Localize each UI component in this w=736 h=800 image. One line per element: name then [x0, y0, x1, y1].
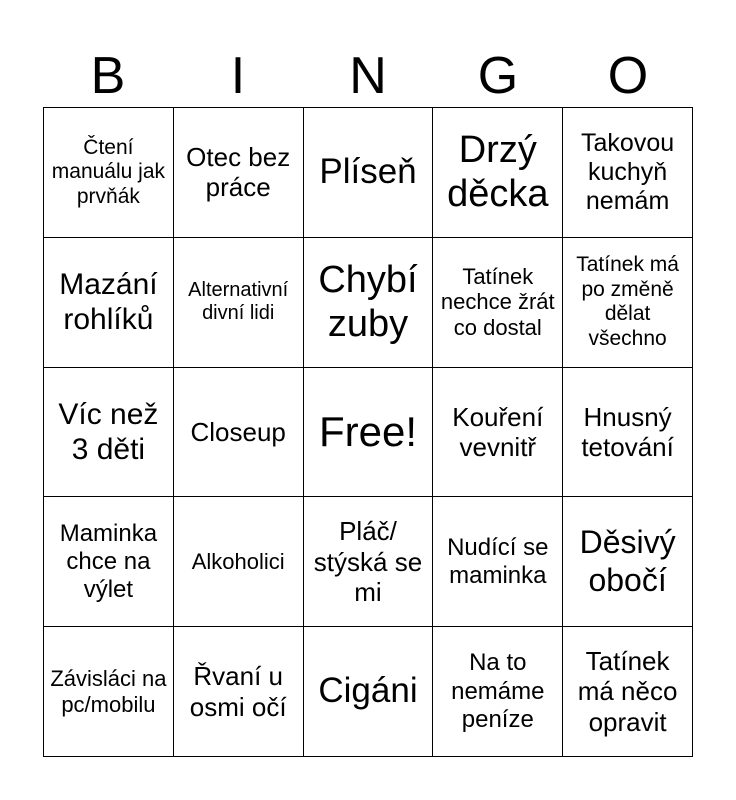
bingo-cell[interactable]: Mazání rohlíků	[44, 238, 174, 368]
header-letter-n: N	[349, 47, 387, 105]
bingo-cell[interactable]: Cigáni	[304, 627, 434, 757]
bingo-header	[43, 45, 693, 107]
bingo-cell[interactable]: Alternativní divní lidi	[174, 238, 304, 368]
bingo-cell[interactable]: Pláč/ stýská se mi	[304, 497, 434, 627]
bingo-cell[interactable]: Alkoholici	[174, 497, 304, 627]
bingo-cell[interactable]: Maminka chce na výlet	[44, 497, 174, 627]
header-letter-i: I	[230, 47, 246, 105]
bingo-cell[interactable]: Tatínek má po změně dělat všechno	[563, 238, 693, 368]
bingo-cell[interactable]: Hnusný tetování	[563, 368, 693, 498]
bingo-grid	[43, 107, 693, 757]
free-space-cell[interactable]: Free!	[304, 368, 434, 498]
bingo-cell[interactable]: Víc než 3 děti	[44, 368, 174, 498]
bingo-cell[interactable]: Tatínek má něco opravit	[563, 627, 693, 757]
bingo-cell[interactable]: Plíseň	[304, 108, 434, 238]
header-letter-g: G	[477, 47, 519, 105]
bingo-cell[interactable]: Tatínek nechce žrát co dostal	[433, 238, 563, 368]
bingo-cell[interactable]: Drzý děcka	[433, 108, 563, 238]
bingo-cell[interactable]: Chybí zuby	[304, 238, 434, 368]
header-letter-b: B	[90, 47, 126, 105]
bingo-cell[interactable]: Otec bez práce	[174, 108, 304, 238]
bingo-cell[interactable]: Kouření vevnitř	[433, 368, 563, 498]
bingo-cell[interactable]: Děsivý obočí	[563, 497, 693, 627]
bingo-cell[interactable]: Závisláci na pc/mobilu	[44, 627, 174, 757]
bingo-cell[interactable]: Nudící se maminka	[433, 497, 563, 627]
bingo-cell[interactable]: Takovou kuchyň nemám	[563, 108, 693, 238]
bingo-cell[interactable]: Řvaní u osmi očí	[174, 627, 304, 757]
bingo-cell[interactable]: Čtení manuálu jak prvňák	[44, 108, 174, 238]
bingo-cell[interactable]: Na to nemáme peníze	[433, 627, 563, 757]
bingo-cell[interactable]: Closeup	[174, 368, 304, 498]
header-letter-o: O	[607, 47, 649, 105]
